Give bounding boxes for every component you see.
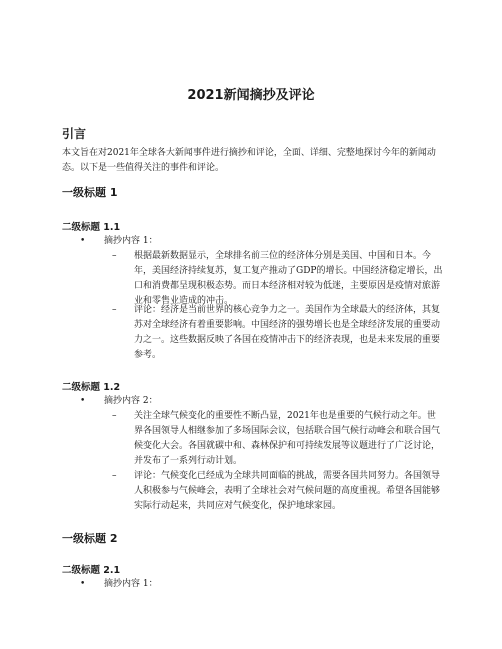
sub-item-text: 根据最新数据显示，全球排名前三位的经济体分别是美国、中国和日本。今年，美国经济持续复苏，复工复产推动了GDP的增长。中国经济稳定增长，出口和消费都呈现积极态势。而日本经济相对较为低迷，主要原因是疫情对旅游业和零售业造成的冲击。 bbox=[134, 251, 443, 306]
sub-item-text: 关注全球气候变化的重要性不断凸显，2021年也是重要的气候行动之年。世界各国领导人相继参加了多场国际会议，包括联合国气候行动峰会和联合国气候变化大会。各国就碳中和、森林保护和可持续发展等议题进行了广泛讨论，并发布了一系列行动计划。 bbox=[134, 411, 441, 466]
bullet-marker: • bbox=[80, 579, 86, 589]
heading-level-1: 一级标题 2 bbox=[62, 532, 118, 545]
heading-level-2: 二级标题 1.1 bbox=[62, 222, 121, 233]
bullet-text: 摘抄内容 2： bbox=[104, 396, 158, 406]
sub-item-text: 评论：经济是当前世界的核心竞争力之一。美国作为全球最大的经济体，其复苏对全球经济有着重要影响。中国经济的强势增长也是全球经济发展的重要动力之一。这些数据反映了各国在疫情冲击下的经济表现，也是未来发展的重要参考。 bbox=[134, 305, 441, 360]
heading-level-2: 二级标题 1.2 bbox=[62, 382, 121, 393]
dash-marker: – bbox=[112, 411, 117, 421]
intro-heading: 引言 bbox=[62, 127, 87, 141]
dash-marker: – bbox=[112, 251, 117, 261]
sub-item-text: 评论：气候变化已经成为全球共同面临的挑战，需要各国共同努力。各国领导人积极参与气候峰会，表明了全球社会对气候问题的高度重视。希望各国能够实际行动起来，共同应对气候变化，保护地球家园。 bbox=[134, 471, 441, 511]
heading-level-2: 二级标题 2.1 bbox=[62, 565, 121, 576]
bullet-marker: • bbox=[80, 396, 86, 406]
dash-marker: – bbox=[112, 305, 117, 315]
heading-level-1: 一级标题 1 bbox=[62, 186, 118, 199]
bullet-text: 摘抄内容 1： bbox=[104, 236, 158, 246]
intro-paragraph: 本文旨在对2021年全球各大新闻事件进行摘抄和评论，全面、详细、完整地探讨今年的新闻动态。以下是一些值得关注的事件和评论。 bbox=[62, 148, 436, 173]
dash-marker: – bbox=[112, 471, 117, 481]
bullet-text: 摘抄内容 1： bbox=[104, 579, 158, 589]
bullet-marker: • bbox=[80, 236, 86, 246]
document-title: 2021新闻摘抄及评论 bbox=[187, 88, 315, 103]
